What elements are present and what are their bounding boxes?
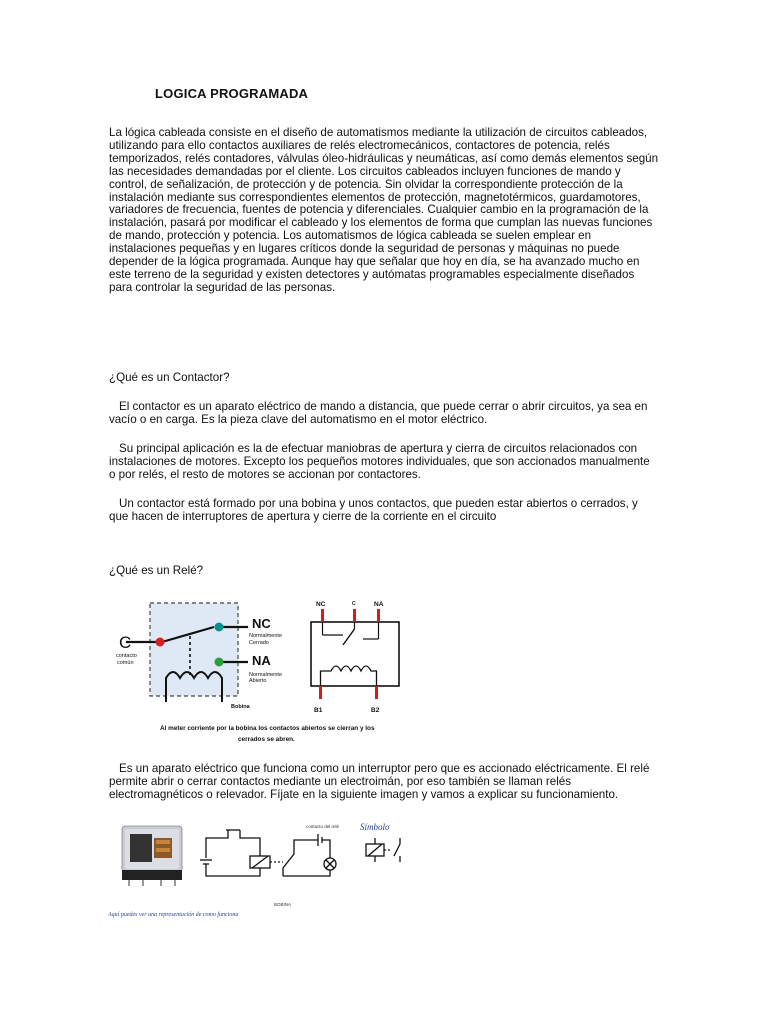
figure1-caption-line1: Al meter corriente por la bobina los contactos abiertos se cierran y los [160, 725, 375, 732]
nc-contact-dot [215, 623, 224, 632]
pin-b1 [319, 686, 322, 699]
fig2-b1-label: B1 [314, 707, 323, 714]
page-title: LOGICA PROGRAMADA [155, 86, 309, 101]
coil-label: BOBINA [274, 902, 292, 907]
intro-paragraph: La lógica cableada consiste en el diseño de automatismos mediante la utilización de circuitos cableados, utilizando para ello contactos auxiliares de relés electromecánicos, contactores de potencia, relés temporizados, relés contadores, válvulas óleo-hidráulicas y neumáticas, así como demás elementos según las necesidades demandadas por el cliente. Los circuitos cableados incluyen funciones de mando y control, de señalización, de protección y de potencia. Sin olvidar la correspondiente protección de la instalación mediante sus correspondientes elementos de protección, magnetotérmicos, guardamotores, variadores de frecuencia, fuentes de potencia y diferenciales. Cualquier cambio en la programación de la instalación, pasará por modificar el cableado y los elementos de forma que cumplan las nuevas funciones de mando, protección y potencia. Los automatismos de lógica cableada se suelen emplear en instalaciones pequeñas y en lugares críticos donde la seguridad de personas y máquinas no puede depender de la lógica programada. Aunque hay que señalar que hoy en día, se ha avanzado mucho en este terreno de la seguridad y existen detectores y autómatas programables especialmente diseñados para controlar la seguridad de las personas. [109, 126, 659, 294]
contactor-paragraph-1: El contactor es un aparato eléctrico de mando a distancia, que puede cerrar o abrir circuitos, ya sea en vacío o en carga. Es la pieza clave del automatismo en el motor eléctrico. [109, 400, 648, 426]
pin-c [353, 609, 356, 622]
relay-photo [122, 826, 182, 886]
pin-b2 [375, 686, 378, 699]
pin-na [377, 609, 380, 622]
figure3-caption: Aquí puedes ver una representación de como funciona [108, 912, 239, 918]
relay-schematic-figure [303, 595, 403, 717]
nc-sub-label-1: Normalmente [249, 633, 283, 639]
fig2-b2-label: B2 [371, 707, 380, 714]
relay-housing-box [150, 603, 238, 696]
c-sub-label-1: contacto [116, 653, 137, 659]
c-label: C [119, 633, 132, 652]
relay-circuit-diagram [200, 830, 336, 876]
nc-sub-label-2: Cerrado [249, 640, 269, 646]
contactor-heading: ¿Qué es un Contactor? [109, 371, 230, 384]
relay-circuit-figure [108, 812, 428, 924]
contactor-paragraph-3: Un contactor está formado por una bobina y unos contactos, que pueden estar abiertos o cerrados, y que hacen de interruptores de apertura y cierre de la corriente en el circuito [109, 497, 638, 523]
contactor-paragraph-2: Su principal aplicación es la de efectuar maniobras de apertura y cierra de circuitos relacionados con instalaciones de motores. Excepto los pequeños motores individuales, que son accionados manualmente o por relés, el resto de motores se accionan por contactores. [109, 442, 650, 481]
na-sub-label-1: Normalmente [249, 672, 283, 678]
na-sub-label-2: Abierto [249, 678, 267, 684]
na-label: NA [252, 653, 271, 668]
relay-symbol-icon [366, 838, 400, 862]
nc-label: NC [252, 616, 271, 631]
symbol-title: Símbolo [360, 822, 390, 832]
fig2-nc-label: NC [316, 601, 326, 608]
common-contact-dot [156, 638, 165, 647]
c-sub-label-2: común [117, 660, 134, 666]
figure1-caption-line2: cerrados se abren. [238, 736, 295, 742]
pin-nc [321, 609, 324, 622]
na-contact-dot [215, 658, 224, 667]
rele-heading: ¿Qué es un Relé? [109, 564, 204, 577]
fig2-c-label: C [352, 601, 356, 607]
bobina-label: Bobina [231, 704, 250, 710]
rele-paragraph-1: Es un aparato eléctrico que funciona como un interruptor pero que es accionado eléctricamente. El relé permite abrir o cerrar contactos mediante un electroimán, por eso también se llaman relés electromagnéticos o relevador. Fíjate en la siguiente imagen y vamos a explicar su funcionamiento. [109, 762, 650, 801]
fig2-na-label: NA [374, 601, 384, 608]
contact-label: contacto del relé [306, 824, 340, 829]
